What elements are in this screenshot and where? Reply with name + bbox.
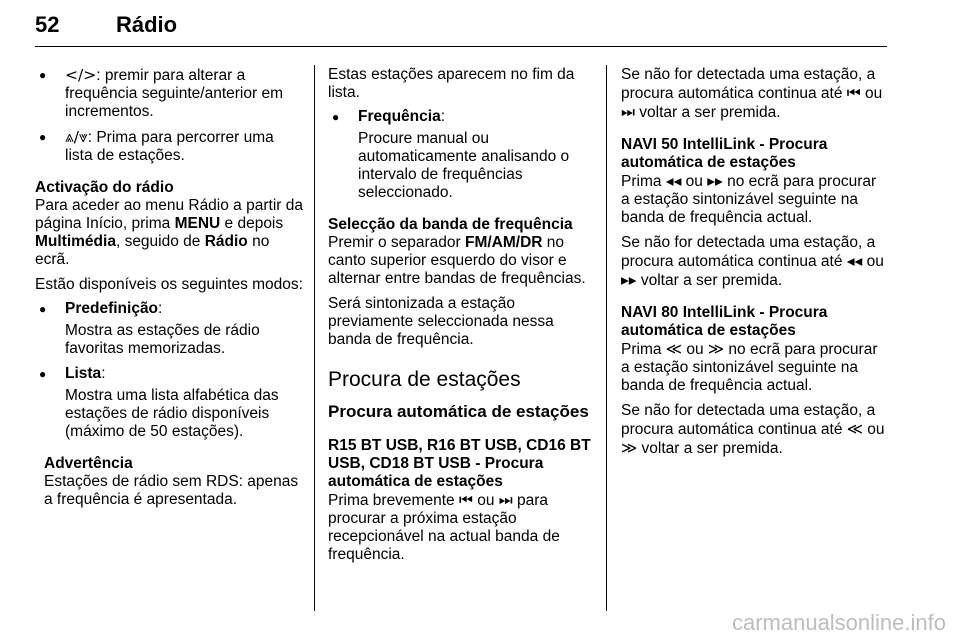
list-item: ● Predefinição: Mostra as estações de rádio favoritas memorizadas. — [35, 300, 305, 358]
list-item: ● </>: premir para alterar a frequência seguinte/anterior em incrementos. — [35, 66, 305, 121]
double-chevron-right-icon: ≫ — [707, 340, 725, 358]
double-chevron-left-icon: ≪ — [665, 340, 683, 358]
column-2 — [328, 66, 593, 564]
note-text: Estações de rádio sem RDS: apenas a frequência é apresentada. — [44, 473, 299, 508]
note-heading: Advertência — [44, 455, 133, 472]
modes-intro: Estão disponíveis os seguintes modos: — [35, 276, 303, 293]
list-scroll-icon: ⩓/⩔ — [65, 128, 88, 146]
subsection-heading: Procura automática de estações — [328, 402, 589, 421]
skip-forward-icon: ⏭ — [498, 491, 513, 509]
not-found-text-2: Se não for detectada uma estação, a procura automática continua até ◂◂ ou ▸▸ voltar a ser premida. — [621, 234, 884, 289]
list-item: ● ⩓/⩔: Prima para percorrer uma lista de estações. — [35, 128, 305, 165]
navi80-heading: NAVI 80 IntelliLink - Procura automática de estações — [621, 304, 828, 339]
fast-forward-icon: ▸▸ — [707, 172, 723, 190]
watermark: carmanualsonline.info — [731, 610, 946, 635]
activation-heading: Activação do rádio — [35, 179, 174, 196]
double-chevron-left-icon: ≪ — [846, 420, 863, 438]
navi80-text: Prima ≪ ou ≫ no ecrã para procurar a estação sintonizável seguinte na banda de frequência actual. — [621, 340, 878, 394]
note-box — [35, 455, 305, 509]
band-tuned-text: Será sintonizada a estação previamente seleccionada nessa banda de frequência. — [328, 295, 554, 348]
navi50-text: Prima ◂◂ ou ▸▸ no ecrã para procurar a estação sintonizável seguinte na banda de frequência actual. — [621, 172, 877, 226]
rewind-icon: ◂◂ — [665, 172, 682, 190]
models-heading: R15 BT USB, R16 BT USB, CD16 BT USB, CD18 BT USB - Procura automática de estações — [328, 437, 591, 490]
frequency-list — [328, 108, 593, 202]
modes-list — [35, 300, 305, 441]
column-1 — [35, 66, 305, 509]
navi50-heading: NAVI 50 IntelliLink - Procura automática de estações — [621, 136, 828, 171]
column-divider-1 — [314, 65, 315, 611]
chapter-title: Rádio — [116, 12, 178, 37]
page-header — [35, 4, 887, 47]
control-list — [35, 66, 305, 165]
not-found-text-3: Se não for detectada uma estação, a procura automática continua até ≪ ou ≫ voltar a ser premida. — [621, 402, 885, 457]
column-3 — [621, 66, 889, 458]
skip-forward-icon: ⏭ — [621, 103, 635, 121]
page-number: 52 — [35, 12, 60, 37]
band-text: Premir o separador FM/AM/DR no canto superior esquerdo do visor e alternar entre bandas de frequências. — [328, 234, 586, 287]
prev-next-icon: </> — [65, 66, 97, 84]
list-item: ● Frequência: Procure manual ou automaticamente analisando o intervalo de frequências seleccionado. — [328, 108, 593, 202]
list-item: ● Lista: Mostra uma lista alfabética das estações de rádio disponíveis (máximo de 50 estações). — [35, 365, 305, 441]
skip-back-icon: ⏮ — [846, 84, 861, 102]
column-divider-2 — [606, 65, 607, 611]
section-heading: Procura de estações — [328, 368, 521, 391]
double-chevron-right-icon: ≫ — [621, 439, 638, 457]
band-heading: Selecção da banda de frequência — [328, 216, 573, 233]
auto-search-text: Prima brevemente ⏮ ou ⏭ para procurar a próxima estação recepcionável na actual banda de frequência. — [328, 491, 560, 563]
stations-intro: Estas estações aparecem no fim da lista. — [328, 66, 575, 101]
rewind-icon: ◂◂ — [846, 252, 863, 270]
activation-text: Para aceder ao menu Rádio a partir da página Início, prima MENU e depois Multimédia, seguido de Rádio no ecrã. — [35, 197, 303, 268]
not-found-text-1: Se não for detectada uma estação, a procura automática continua até ⏮ ou ⏭ voltar a ser premida. — [621, 66, 883, 121]
skip-back-icon: ⏮ — [458, 491, 473, 509]
fast-forward-icon: ▸▸ — [621, 271, 637, 289]
